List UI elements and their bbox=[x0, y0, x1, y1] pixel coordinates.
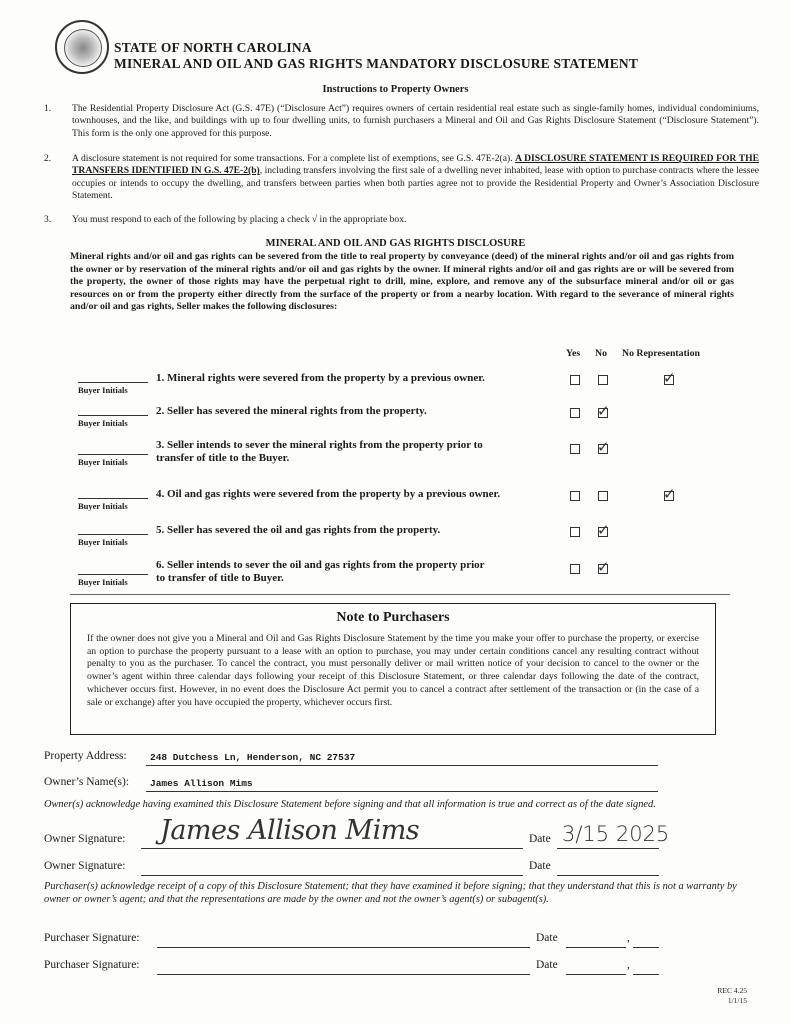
note-text: If the owner does not give you a Mineral and Oil and Gas Rights Disclosure Statement by the time you make your offer to purchase the property, or exercise an option to purchase the property pursuant to a lease with an option to purchase, you may under certain conditions cancel any resulting contract without penalty to you as the purchaser. To cancel the contract, you must personally deliver or mail written notice of your decision to cancel to the owner or the owner’s agent within three calendar days following your receipt of this Disclosure Statement, or three calendar days following the date of the contract, whichever occurs first. However, in no event does the Disclosure Act permit you to cancel a contract after settlement of the transaction or (in the case of a sale or exchange) after you have occupied the property, whichever occurs first. bbox=[87, 633, 699, 708]
question-text bbox=[156, 439, 568, 465]
no-checkbox[interactable] bbox=[598, 491, 608, 501]
purchaser-acknowledgement: Purchaser(s) acknowledge receipt of a copy of this Disclosure Statement; that they have examined it before signing; that they understand that this is not a warranty by owner or owner’s agent; and that the representations are made by the owner and not the owner’s agent(s) or subagent(s). bbox=[44, 881, 737, 905]
owner-signature-1[interactable]: James Allison Mims bbox=[160, 815, 420, 846]
section-divider bbox=[70, 594, 730, 595]
owner-names-field[interactable]: James Allison Mims bbox=[150, 778, 253, 789]
buyer-initials-label: Buyer Initials bbox=[78, 537, 128, 547]
no-checkbox[interactable] bbox=[598, 375, 608, 385]
disclosure-title: MINERAL AND OIL AND GAS RIGHTS DISCLOSURE bbox=[265, 238, 526, 249]
buyer-initials-label: Buyer Initials bbox=[78, 501, 128, 511]
instruction-item-1 bbox=[44, 103, 759, 140]
question-line-2: to transfer of title to Buyer. bbox=[156, 572, 284, 584]
instruction-num: 1. bbox=[44, 103, 52, 114]
property-address-label: Property Address: bbox=[44, 750, 127, 762]
buyer-initials-label: Buyer Initials bbox=[78, 577, 128, 587]
buyer-initials-label: Buyer Initials bbox=[78, 457, 128, 467]
check-mark-icon: ✓ bbox=[663, 369, 676, 387]
check-mark-icon: ✓ bbox=[597, 521, 610, 539]
yes-checkbox[interactable] bbox=[570, 564, 580, 574]
purchaser-date-line-2a[interactable] bbox=[566, 974, 626, 975]
instruction-item-2 bbox=[44, 153, 759, 203]
form-code: REC 4.25 bbox=[717, 986, 747, 995]
question-text bbox=[156, 524, 568, 537]
owner-signature-line-1 bbox=[141, 848, 523, 849]
instruction-num: 2. bbox=[44, 153, 52, 164]
check-mark-icon: ✓ bbox=[597, 558, 610, 576]
yes-checkbox[interactable] bbox=[570, 527, 580, 537]
note-to-purchasers bbox=[70, 603, 716, 735]
question-line-1: 3. Seller intends to sever the mineral rights from the property prior to bbox=[156, 439, 483, 451]
buyer-initials-label: Buyer Initials bbox=[78, 385, 128, 395]
question-line-2: transfer of title to the Buyer. bbox=[156, 452, 290, 464]
column-yes: Yes bbox=[566, 348, 581, 359]
question-line-1: 4. Oil and gas rights were severed from the property by a previous owner. bbox=[156, 488, 501, 500]
buyer-initials-field[interactable] bbox=[78, 498, 148, 499]
purchaser-date-line-2b[interactable] bbox=[633, 974, 659, 975]
buyer-initials-field[interactable] bbox=[78, 574, 148, 575]
instructions-title: Instructions to Property Owners bbox=[322, 84, 469, 95]
question-line-1: 6. Seller intends to sever the oil and gas rights from the property prior bbox=[156, 559, 485, 571]
state-seal-icon bbox=[55, 20, 109, 74]
form-version-date: 1/1/15 bbox=[727, 996, 747, 1005]
yes-checkbox[interactable] bbox=[570, 444, 580, 454]
buyer-initials-field[interactable] bbox=[78, 382, 148, 383]
question-line-1: 5. Seller has severed the oil and gas rights from the property. bbox=[156, 524, 441, 536]
form-footer bbox=[717, 986, 747, 1006]
check-mark-icon: ✓ bbox=[663, 485, 676, 503]
owner-date-label-2: Date bbox=[529, 860, 551, 872]
question-text bbox=[156, 372, 568, 385]
column-no: No bbox=[595, 348, 607, 359]
owner-names-label: Owner’s Name(s): bbox=[44, 776, 130, 788]
header-state: STATE OF NORTH CAROLINA bbox=[114, 40, 312, 55]
purchaser-signature-label-1: Purchaser Signature: bbox=[44, 932, 140, 944]
date-comma: , bbox=[627, 932, 630, 944]
purchaser-signature-label-2: Purchaser Signature: bbox=[44, 959, 140, 971]
question-text bbox=[156, 488, 568, 501]
instruction-text-a: A disclosure statement is not required for some transactions. For a complete list of exemptions, see G.S. 47E-2(a). bbox=[72, 153, 516, 164]
property-address-field[interactable]: 248 Dutchess Ln, Henderson, NC 27537 bbox=[150, 752, 356, 763]
yes-checkbox[interactable] bbox=[570, 408, 580, 418]
owner-signature-label-1: Owner Signature: bbox=[44, 833, 126, 845]
purchaser-date-line-1b[interactable] bbox=[633, 947, 659, 948]
question-text bbox=[156, 405, 568, 418]
owner-names-line bbox=[146, 791, 658, 792]
instruction-text: The Residential Property Disclosure Act (G.S. 47E) (“Disclosure Act”) requires owners of certain residential real estate such as single-family homes, individual condominiums, townhouses, and the like, and buildings with up to four dwelling units, to furnish purchasers a Mineral and Oil and Gas Rights Disclosure Statement (“Disclosure Statement”). This form is the only one approved for this purpose. bbox=[72, 103, 759, 139]
buyer-initials-field[interactable] bbox=[78, 454, 148, 455]
check-mark-icon: ✓ bbox=[597, 438, 610, 456]
instruction-item-3 bbox=[44, 214, 759, 226]
yes-checkbox[interactable] bbox=[570, 375, 580, 385]
question-line-1: 2. Seller has severed the mineral rights from the property. bbox=[156, 405, 427, 417]
owner-date-label-1: Date bbox=[529, 833, 551, 845]
owner-date-line-1 bbox=[557, 848, 659, 849]
instruction-num: 3. bbox=[44, 214, 52, 225]
instruction-text: You must respond to each of the following by placing a check √ in the appropriate box. bbox=[72, 214, 407, 225]
buyer-initials-label: Buyer Initials bbox=[78, 418, 128, 428]
purchaser-signature-line-2[interactable] bbox=[157, 974, 530, 975]
note-title: Note to Purchasers bbox=[336, 610, 450, 625]
owner-date-1[interactable]: 3/15 2025 bbox=[562, 822, 670, 846]
header-form-title: MINERAL AND OIL AND GAS RIGHTS MANDATORY DISCLOSURE STATEMENT bbox=[114, 56, 639, 71]
question-text bbox=[156, 559, 568, 585]
owner-date-line-2[interactable] bbox=[557, 875, 659, 876]
buyer-initials-field[interactable] bbox=[78, 415, 148, 416]
date-comma: , bbox=[627, 959, 630, 971]
instruction-text bbox=[72, 153, 759, 203]
owner-signature-line-2[interactable] bbox=[141, 875, 523, 876]
disclosure-text: Mineral rights and/or oil and gas rights can be severed from the title to real property by conveyance (deed) of the mineral rights and/or oil and gas rights from the owner or by reservation of the mineral rights and/or oil and gas rights by the owner. If mineral rights and/or oil and gas rights are or will be severed from the property, the owner of those rights may have the perpetual right to drill, mine, explore, and remove any of the subsurface mineral and/or oil or gas resources on or from the property either directly from the surface of the property or from a nearby location. With regard to the severance of mineral rights and/or oil and gas rights, Seller makes the following disclosures: bbox=[70, 251, 734, 313]
question-line-1: 1. Mineral rights were severed from the property by a previous owner. bbox=[156, 372, 485, 384]
check-mark-icon: ✓ bbox=[597, 402, 610, 420]
buyer-initials-field[interactable] bbox=[78, 534, 148, 535]
yes-checkbox[interactable] bbox=[570, 491, 580, 501]
owner-signature-label-2: Owner Signature: bbox=[44, 860, 126, 872]
instruction-text-c: , including transfers involving the first sale of a dwelling never inhabited, lease with option to purchase contracts where the lessee occupies or intends to occupy the dwelling, and transfers between parties when both parties agree not to provide the Residential Property and Owner’s Association Disclosure Statement. bbox=[72, 165, 759, 202]
column-no-representation: No Representation bbox=[622, 348, 700, 359]
purchaser-signature-line-1[interactable] bbox=[157, 947, 530, 948]
instruction-text-emphasis: A DISCLOSURE STATEMENT IS REQUIRED FOR THE TRANSFERS IDENTIFIED IN G.S. 47E-2(b) bbox=[72, 153, 759, 177]
purchaser-date-label-2: Date bbox=[536, 959, 558, 971]
purchaser-date-line-1a[interactable] bbox=[566, 947, 626, 948]
purchaser-date-label-1: Date bbox=[536, 932, 558, 944]
property-address-line bbox=[146, 765, 658, 766]
owner-acknowledgement: Owner(s) acknowledge having examined this Disclosure Statement before signing and that all information is true and correct as of the date signed. bbox=[44, 799, 656, 810]
